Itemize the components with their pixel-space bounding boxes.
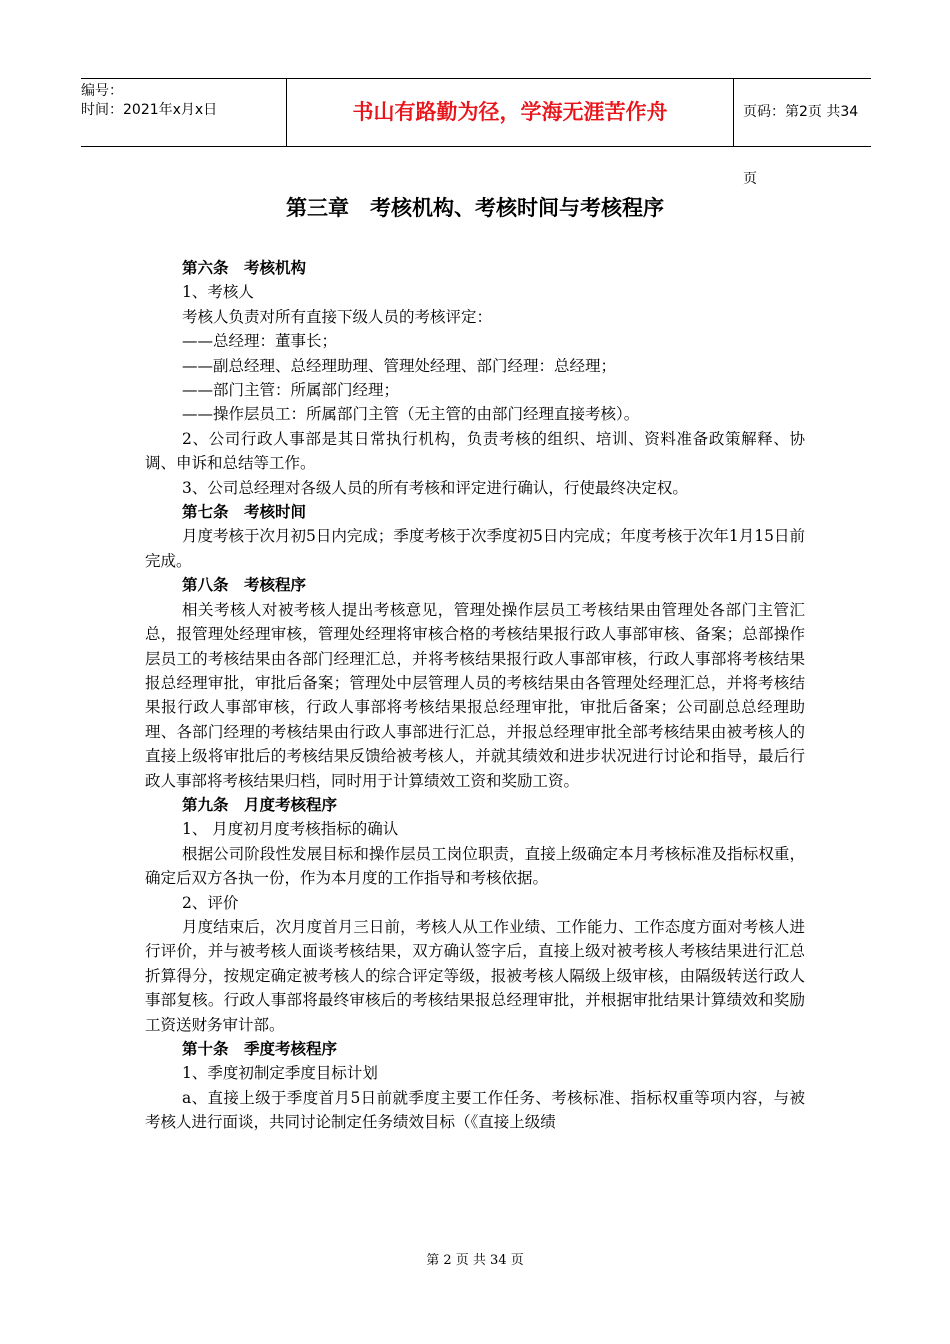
paragraph: 1、季度初制定季度目标计划 <box>182 1064 378 1083</box>
header-meta <box>81 79 286 149</box>
header-motto: 书山有路勤为径，学海无涯苦作舟 <box>286 79 734 146</box>
paragraph: 2、评价 <box>182 893 239 912</box>
paragraph: ——操作层员工：所属部门主管（无主管的由部门经理直接考核）。 <box>182 405 640 424</box>
header-page-label: 页码：第2页 共34页 <box>743 104 859 187</box>
article-heading: 第七条 考核时间 <box>182 503 307 522</box>
article-heading: 第十条 季度考核程序 <box>182 1040 338 1058</box>
chapter-title: 第三章 考核机构、考核时间与考核程序 <box>286 196 664 220</box>
paragraph: ——副总经理、总经理助理、管理处经理、部门经理：总经理； <box>182 356 617 375</box>
article-heading: 第八条 考核程序 <box>182 576 307 595</box>
paragraph: 2、公司行政人事部是其日常执行机构，负责考核的组织、培训、资料准备政策解释、协调、申诉和总结等工作。 <box>145 429 805 473</box>
paragraph: 1、 月度初月度考核指标的确认 <box>182 820 399 839</box>
paragraph: 根据公司阶段性发展目标和操作层员工岗位职责，直接上级确定本月考核标准及指标权重，确定后双方各执一份，作为本月度的工作指导和考核依据。 <box>145 844 805 888</box>
article-heading: 第六条 考核机构 <box>182 259 307 277</box>
paragraph: a、直接上级于季度首月5日前就季度主要工作任务、考核标准、指标权重等项内容，与被考核人进行面谈，共同讨论制定任务绩效目标（《直接上级绩 <box>145 1088 805 1132</box>
page-header <box>81 78 871 187</box>
paragraph: 月度结束后，次月度首月三日前，考核人从工作业绩、工作能力、工作态度方面对考核人进行评价，并与被考核人面谈考核结果，双方确认签字后，直接上级对被考核人考核结果进行汇总折算得分，按规定确定被考核人的综合评定等级，报被考核人隔级上级审核，由隔级转送行政人事部复核。行政人事部将最终审核后的考核结果报总经理审批，并根据审批结果计算绩效和奖励工资送财务审计部。 <box>145 917 805 1034</box>
paragraph: 月度考核于次月初5日内完成；季度考核于次季度初5日内完成；年度考核于次年1月15日前完成。 <box>145 527 805 570</box>
article-heading: 第九条 月度考核程序 <box>182 795 338 814</box>
paragraph: ——总经理：董事长； <box>182 332 338 351</box>
paragraph: 3、公司总经理对各级人员的所有考核和评定进行确认，行使最终决定权。 <box>182 478 688 497</box>
page-footer: 第 2 页 共 34 页 <box>426 1253 524 1268</box>
number-label: 编号： <box>81 83 123 99</box>
paragraph: 考核人负责对所有直接下级人员的考核评定： <box>182 307 493 326</box>
paragraph: ——部门主管：所属部门经理； <box>182 381 400 400</box>
time-label: 时间：2021年x月x日 <box>81 102 218 118</box>
paragraph: 相关考核人对被考核人提出考核意见，管理处操作层员工考核结果由管理处各部门主管汇总，报管理处经理审核，管理处经理将审核合格的考核结果报行政人事部审核、备案；总部操作层员工的考核结果由各部门经理汇总，并将考核结果报行政人事部审核，行政人事部将考核结果报总经理审批，审批后备案；管理处中层管理人员的考核结果由各管理处经理汇总，并将考核结果报行政人事部审核，行政人事部将考核结果报总经理审批，审批后备案；公司副总总经理助理、各部门经理的考核结果由行政人事部进行汇总，并报总经理审批全部考核结果由被考核人的直接上级将审批后的考核结果反馈给被考核人，并就其绩效和进步状况进行讨论和指导，最后行政人事部将考核结果归档，同时用于计算绩效工资和奖励工资。 <box>145 600 805 790</box>
paragraph: 1、考核人 <box>182 283 254 302</box>
document-body <box>145 256 805 1135</box>
